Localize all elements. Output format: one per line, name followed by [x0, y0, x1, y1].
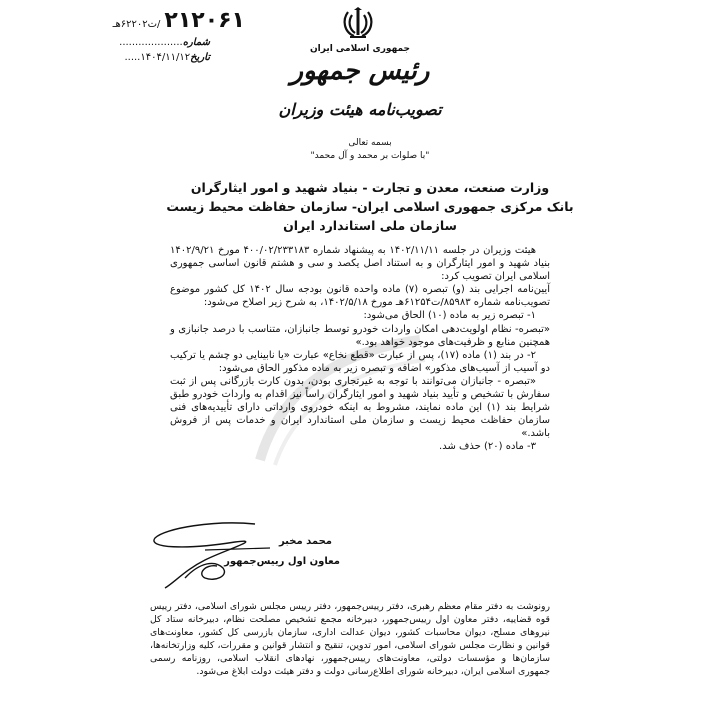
reference-block: [95, 8, 245, 63]
body-note-2: «تبصره - جانبازان می‌توانند با توجه به غیرتجاری بودن، بدون کارت بازرگانی پس از ثبت سفارش با تشخیص و تأیید بنیاد شهید و امور ایثارگران راساً نیز اقدام به واردات خودرو طبق شرایط بند (۱) این ماده نمایند، مشروط به اینکه خودروی وارداتی دارای تأییدیه‌های فنی سازمان حفاظت محیط زیست و سازمان ملی استاندارد ایران و خدمات پس از فروش باشد.»: [170, 375, 550, 440]
date-value: ۱۴۰۴/۱۱/۱۲.....: [124, 52, 191, 63]
salawat: "با صلوات بر محمد و آل محمد": [310, 151, 430, 161]
handwritten-signature-icon: [145, 520, 285, 590]
iran-emblem-icon: [340, 6, 376, 40]
addressees: [150, 178, 590, 235]
body-paragraph-preamble: هیئت وزیران در جلسه ۱۴۰۲/۱۱/۱۱ به پیشنهاد شماره ۴۰۰/۰۲/۲۳۳۱۸۳ مورخ ۱۴۰۲/۹/۲۱ بنیاد شهید و امور ایثارگران و به استناد اصل یکصد و سی و هشتم قانون اساسی جمهوری اسلامی ایران تصویب کرد:: [170, 245, 550, 283]
body-paragraph-amendment: آیین‌نامه اجرایی بند (و) تبصره (۷) ماده واحده قانون بودجه سال ۱۴۰۲ کل کشور موضوع تصویب‌نامه شماره ۸۵۹۸۳/ت۶۱۲۵۴هـ مورخ ۱۴۰۲/۵/۱۸، به شرح زیر اصلاح می‌شود:: [170, 284, 550, 309]
body-clause-2: ۲- در بند (۱) ماده (۱۷)، پس از عبارت «قطع نخاع» عبارت «یا نابینایی دو چشم یا ترکیب دو آسیب از آسیب‌های مذکور» اضافه و تبصره زیر به ماده مذکور الحاق می‌شود:: [170, 349, 550, 374]
body-clause-3: ۳- ماده (۲۰) حذف شد.: [439, 441, 536, 453]
decree-body: [170, 244, 550, 454]
reference-number-line: [95, 8, 245, 33]
signatory-title: معاون اول رییس‌جمهور: [224, 556, 340, 567]
addressee-line: بانک مرکزی جمهوری اسلامی ایران- سازمان حفاظت محیط زیست: [166, 199, 574, 214]
president-heading: رئیس جمهور: [290, 56, 430, 86]
carbon-copy-list: [150, 600, 550, 678]
carbon-copy-text: رونوشت به دفتر مقام معظم رهبری، دفتر رییس‌جمهور، دفتر رییس مجلس شورای اسلامی، دفتر رییس قوه قضاییه، دفتر معاون اول رییس‌جمهور، دبیرخانه مجمع تشخیص مصلحت نظام، دبیرخانه ستاد کل نیروهای مسلح، دیوان محاسبات کشور، دیوان عدالت اداری، سازمان بازرسی کل کشور، معاونت‌های قوانین و نظارت مجلس شورای اسلامی، امور تدوین، تنقیح و انتشار قوانین و مقررات، کلیه وزارتخانه‌ها، سازمان‌ها و مؤسسات دولتی، معاونت‌های رییس‌جمهور، نهادهای انقلاب اسلامی، روزنامه رسمی جمهوری اسلامی ایران، دبیرخانه شورای اطلاع‌رسانی دولت و دفتر هیئت دولت ابلاغ می‌شود.: [150, 601, 550, 677]
reference-number-suffix: /ت۶۲۲۰۲هـ: [112, 19, 161, 30]
reference-number: ۲۱۲۰۶۱: [164, 8, 245, 33]
body-clause-1: ۱- تبصره زیر به ماده (۱۰) الحاق می‌شود:: [363, 310, 536, 322]
date-label: تاریخ: [190, 52, 210, 63]
basmala: بسمه تعالی: [348, 138, 392, 148]
cabinet-approval-heading: تصویب‌نامه هیئت وزیران: [278, 100, 442, 119]
addressee-line: سازمان ملی استاندارد ایران: [283, 218, 457, 233]
signatory-name: محمد مخبر: [278, 536, 332, 547]
date-field: [95, 52, 245, 63]
body-note-1: «تبصره- نظام اولویت‌دهی امکان واردات خودرو توسط جانبازان، متناسب با درصد جانبازی و همچنین منابع و ظرفیت‌های موجود خواهد بود.»: [170, 323, 550, 348]
addressee-line: وزارت صنعت، معدن و تجارت - بنیاد شهید و امور ایثارگران: [190, 180, 550, 195]
republic-heading: جمهوری اسلامی ایران: [309, 44, 411, 54]
number-field: [95, 37, 245, 48]
number-dots: ....................: [119, 37, 183, 48]
number-label: شماره: [182, 37, 210, 48]
